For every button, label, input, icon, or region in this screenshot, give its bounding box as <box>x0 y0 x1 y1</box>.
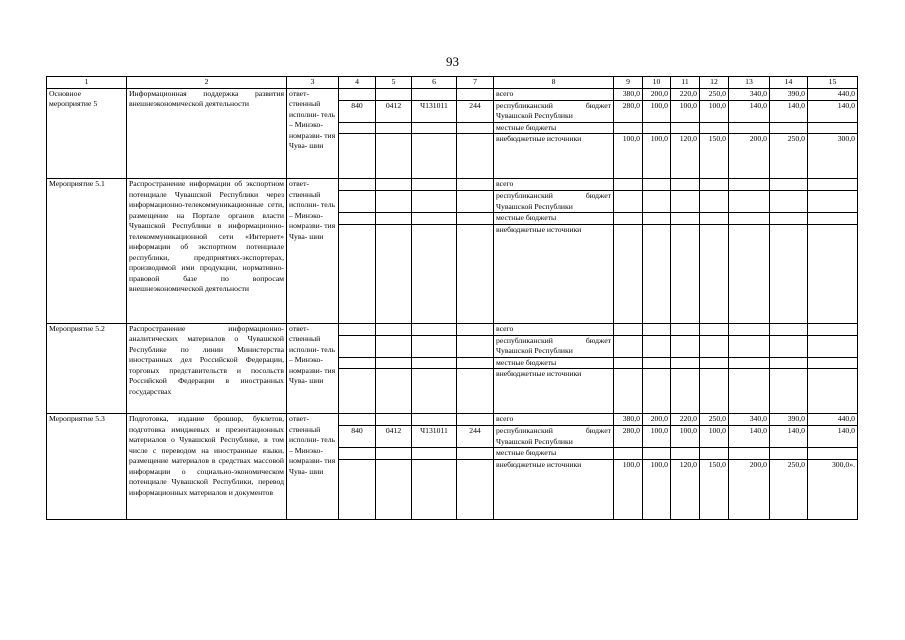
budget-code-cell <box>412 122 457 134</box>
year-value <box>643 122 671 134</box>
funding-source: местные бюджеты <box>494 448 614 460</box>
year-value <box>643 369 671 414</box>
funding-source: внебюджетные источники <box>494 224 614 323</box>
year-value <box>729 323 770 335</box>
year-value: 100,0 <box>700 100 729 122</box>
budget-code-cell <box>457 134 494 179</box>
year-value: 100,0 <box>671 100 700 122</box>
year-value <box>808 357 858 369</box>
year-value: 100,0 <box>643 426 671 448</box>
budget-code-cell <box>339 323 376 335</box>
year-value: 380,0 <box>614 88 643 100</box>
year-value: 150,0 <box>700 459 729 519</box>
budget-code-cell <box>376 88 412 100</box>
column-header: 14 <box>770 77 808 89</box>
year-value <box>614 191 643 213</box>
year-value: 100,0 <box>614 134 643 179</box>
header-row <box>47 77 858 89</box>
activity-description: Информационная поддержка развития внешнеэкономической деятельности <box>127 88 287 179</box>
budget-code-cell <box>412 459 457 519</box>
year-value <box>643 224 671 323</box>
funding-source: внебюджетные источники <box>494 369 614 414</box>
column-header: 1 <box>47 77 127 89</box>
year-value <box>614 335 643 357</box>
funding-source: внебюджетные источники <box>494 459 614 519</box>
page-number: 93 <box>446 54 459 69</box>
budget-code-cell <box>376 357 412 369</box>
year-value <box>671 224 700 323</box>
budget-code-cell <box>339 335 376 357</box>
budget-code-cell <box>339 213 376 225</box>
budget-code-cell <box>457 88 494 100</box>
budget-code-cell <box>412 335 457 357</box>
column-header: 7 <box>457 77 494 89</box>
budget-code-cell: Ч131011 <box>412 100 457 122</box>
budget-code-cell <box>339 448 376 460</box>
column-header: 10 <box>643 77 671 89</box>
column-header: 6 <box>412 77 457 89</box>
budget-code-cell <box>376 459 412 519</box>
column-header: 4 <box>339 77 376 89</box>
year-value: 250,0 <box>770 459 808 519</box>
budget-code-cell <box>457 357 494 369</box>
budget-code-cell <box>412 357 457 369</box>
column-header: 8 <box>494 77 614 89</box>
year-value <box>614 224 643 323</box>
responsible-executor: ответ- ственный исполни- тель – Минэко- номразви- тия Чува- шии <box>287 414 339 520</box>
year-value <box>729 213 770 225</box>
year-value <box>729 357 770 369</box>
year-value <box>729 179 770 191</box>
year-value: 140,0 <box>729 426 770 448</box>
column-header: 13 <box>729 77 770 89</box>
year-value <box>770 213 808 225</box>
activity-description: Распространение информационно-аналитических материалов о Чувашской Республике по линии Министерства иностранных дел Российской Федерации, торговых представительств и посольств Российской Федерации в иностранных государствах <box>127 323 287 414</box>
budget-code-cell: 0412 <box>376 426 412 448</box>
year-value: 440,0 <box>808 414 858 426</box>
budget-code-cell <box>376 179 412 191</box>
budget-code-cell <box>339 179 376 191</box>
year-value <box>729 335 770 357</box>
year-value <box>671 369 700 414</box>
year-value <box>671 357 700 369</box>
column-header: 11 <box>671 77 700 89</box>
table-row <box>47 323 858 335</box>
activity-description: Подготовка, издание брошюр, буклетов, подготовка имиджевых и презентационных материалов о Чувашской Республике, в том числе с переводом на иностранные языки, размещение материалов в средствах массовой информации о социально-экономическом потенциале Чувашской Республики, перевод информационных материалов и документов <box>127 414 287 520</box>
year-value <box>700 357 729 369</box>
year-value: 140,0 <box>770 426 808 448</box>
year-value <box>643 179 671 191</box>
budget-code-cell <box>376 369 412 414</box>
year-value <box>808 335 858 357</box>
year-value: 250,0 <box>700 414 729 426</box>
year-value <box>643 335 671 357</box>
budget-code-cell <box>339 122 376 134</box>
year-value <box>729 122 770 134</box>
budget-code-cell <box>376 335 412 357</box>
column-header: 2 <box>127 77 287 89</box>
year-value: 220,0 <box>671 414 700 426</box>
year-value: 100,0 <box>643 459 671 519</box>
budget-code-cell <box>457 224 494 323</box>
budget-code-cell <box>376 191 412 213</box>
year-value <box>671 213 700 225</box>
budget-code-cell <box>457 179 494 191</box>
year-value <box>770 224 808 323</box>
year-value: 200,0 <box>729 134 770 179</box>
year-value: 100,0 <box>614 459 643 519</box>
year-value <box>643 357 671 369</box>
activity-description: Распространение информации об экспортном потенциале Чувашской Республики через информационно-телекоммуникационные сети, размещение на Портале органов власти Чувашской Республики в информационно-телекоммуникационной сети «Интернет» информации об экспортном потенциале республики, предприятиях-экспортерах, производимой ими продукции, нормативно-правовой базе по вопросам внешнеэкономической деятельности <box>127 179 287 324</box>
year-value: 100,0 <box>643 134 671 179</box>
year-value <box>614 448 643 460</box>
year-value <box>808 179 858 191</box>
funding-source: всего <box>494 414 614 426</box>
year-value: 100,0 <box>643 100 671 122</box>
table-row <box>47 88 858 100</box>
responsible-executor: ответ- ственный исполни- тель – Минэко- номразви- тия Чува- шии <box>287 179 339 324</box>
year-value: 150,0 <box>700 134 729 179</box>
column-header: 3 <box>287 77 339 89</box>
budget-code-cell <box>412 323 457 335</box>
column-header: 5 <box>376 77 412 89</box>
budget-code-cell <box>457 369 494 414</box>
year-value <box>700 191 729 213</box>
year-value: 300,0 <box>808 134 858 179</box>
budget-code-cell <box>457 213 494 225</box>
year-value <box>614 122 643 134</box>
funding-source: республиканский бюджет Чувашской Республики <box>494 335 614 357</box>
year-value <box>770 357 808 369</box>
year-value <box>729 191 770 213</box>
funding-source: республиканский бюджет Чувашской Республики <box>494 100 614 122</box>
budget-code-cell: Ч131011 <box>412 426 457 448</box>
year-value <box>808 224 858 323</box>
year-value <box>700 448 729 460</box>
year-value: 340,0 <box>729 414 770 426</box>
column-header: 9 <box>614 77 643 89</box>
budget-code-cell <box>339 88 376 100</box>
year-value <box>729 448 770 460</box>
budget-code-cell <box>412 224 457 323</box>
budget-code-cell: 840 <box>339 426 376 448</box>
year-value: 120,0 <box>671 134 700 179</box>
funding-source: местные бюджеты <box>494 213 614 225</box>
year-value <box>808 448 858 460</box>
funding-source: внебюджетные источники <box>494 134 614 179</box>
activity-name: Мероприятие 5.3 <box>47 414 127 520</box>
year-value <box>770 191 808 213</box>
year-value: 300,0». <box>808 459 858 519</box>
year-value: 100,0 <box>671 426 700 448</box>
year-value <box>700 369 729 414</box>
year-value <box>643 323 671 335</box>
year-value: 200,0 <box>643 414 671 426</box>
budget-code-cell <box>376 213 412 225</box>
year-value <box>770 323 808 335</box>
budget-code-cell <box>457 191 494 213</box>
year-value: 100,0 <box>700 426 729 448</box>
year-value <box>643 448 671 460</box>
activity-name: Мероприятие 5.2 <box>47 323 127 414</box>
budget-code-cell <box>376 323 412 335</box>
column-header: 15 <box>808 77 858 89</box>
year-value <box>614 369 643 414</box>
year-value: 250,0 <box>700 88 729 100</box>
funding-source: республиканский бюджет Чувашской Республики <box>494 426 614 448</box>
budget-code-cell <box>339 414 376 426</box>
budget-code-cell <box>376 122 412 134</box>
year-value <box>700 323 729 335</box>
year-value: 340,0 <box>729 88 770 100</box>
year-value <box>700 335 729 357</box>
budget-code-cell <box>339 357 376 369</box>
budget-code-cell <box>339 134 376 179</box>
budget-code-cell <box>412 191 457 213</box>
year-value <box>770 448 808 460</box>
year-value: 280,0 <box>614 426 643 448</box>
year-value: 390,0 <box>770 414 808 426</box>
budget-code-cell <box>376 414 412 426</box>
budget-code-cell <box>339 459 376 519</box>
year-value: 200,0 <box>729 459 770 519</box>
year-value: 380,0 <box>614 414 643 426</box>
year-value <box>671 122 700 134</box>
budget-code-cell <box>412 213 457 225</box>
budget-code-cell <box>412 179 457 191</box>
responsible-executor: ответ- ственный исполни- тель – Минэко- номразви- тия Чува- шии <box>287 323 339 414</box>
activity-name: Мероприятие 5.1 <box>47 179 127 324</box>
budget-code-cell <box>457 335 494 357</box>
budget-code-cell <box>457 414 494 426</box>
year-value: 140,0 <box>808 426 858 448</box>
funding-source: местные бюджеты <box>494 357 614 369</box>
year-value <box>770 369 808 414</box>
year-value <box>808 323 858 335</box>
year-value: 280,0 <box>614 100 643 122</box>
program-table <box>46 76 858 520</box>
budget-code-cell <box>339 191 376 213</box>
year-value <box>770 179 808 191</box>
year-value <box>729 224 770 323</box>
year-value <box>671 179 700 191</box>
budget-code-cell <box>457 323 494 335</box>
year-value <box>700 122 729 134</box>
year-value <box>729 369 770 414</box>
budget-code-cell <box>412 134 457 179</box>
year-value: 200,0 <box>643 88 671 100</box>
funding-source: всего <box>494 88 614 100</box>
table-row <box>47 414 858 426</box>
year-value <box>671 448 700 460</box>
year-value <box>770 335 808 357</box>
year-value <box>643 213 671 225</box>
budget-code-cell <box>457 459 494 519</box>
year-value <box>671 323 700 335</box>
year-value <box>671 335 700 357</box>
year-value: 140,0 <box>808 100 858 122</box>
budget-code-cell <box>339 224 376 323</box>
budget-code-cell <box>412 369 457 414</box>
year-value: 250,0 <box>770 134 808 179</box>
budget-code-cell <box>457 448 494 460</box>
year-value: 390,0 <box>770 88 808 100</box>
budget-code-cell: 840 <box>339 100 376 122</box>
year-value <box>614 323 643 335</box>
year-value: 440,0 <box>808 88 858 100</box>
activity-name: Основное мероприятие 5 <box>47 88 127 179</box>
year-value <box>808 213 858 225</box>
year-value <box>671 191 700 213</box>
funding-source: всего <box>494 323 614 335</box>
budget-code-cell <box>412 448 457 460</box>
year-value: 220,0 <box>671 88 700 100</box>
budget-code-cell: 0412 <box>376 100 412 122</box>
column-header: 12 <box>700 77 729 89</box>
budget-code-cell <box>457 122 494 134</box>
year-value <box>614 357 643 369</box>
year-value <box>614 179 643 191</box>
year-value <box>770 122 808 134</box>
funding-source: всего <box>494 179 614 191</box>
budget-code-cell <box>376 224 412 323</box>
year-value: 140,0 <box>770 100 808 122</box>
year-value <box>643 191 671 213</box>
budget-code-cell: 244 <box>457 100 494 122</box>
year-value <box>808 191 858 213</box>
year-value: 120,0 <box>671 459 700 519</box>
budget-code-cell <box>376 448 412 460</box>
budget-code-cell <box>412 88 457 100</box>
year-value <box>700 179 729 191</box>
budget-code-cell: 244 <box>457 426 494 448</box>
budget-code-cell <box>376 134 412 179</box>
responsible-executor: ответ- ственный исполни- тель – Минэко- номразви- тия Чува- шии <box>287 88 339 179</box>
year-value: 140,0 <box>729 100 770 122</box>
year-value <box>614 213 643 225</box>
year-value <box>808 122 858 134</box>
year-value <box>808 369 858 414</box>
year-value <box>700 213 729 225</box>
budget-code-cell <box>339 369 376 414</box>
year-value <box>700 224 729 323</box>
funding-source: республиканский бюджет Чувашской Республики <box>494 191 614 213</box>
budget-code-cell <box>412 414 457 426</box>
funding-source: местные бюджеты <box>494 122 614 134</box>
table-row <box>47 179 858 191</box>
